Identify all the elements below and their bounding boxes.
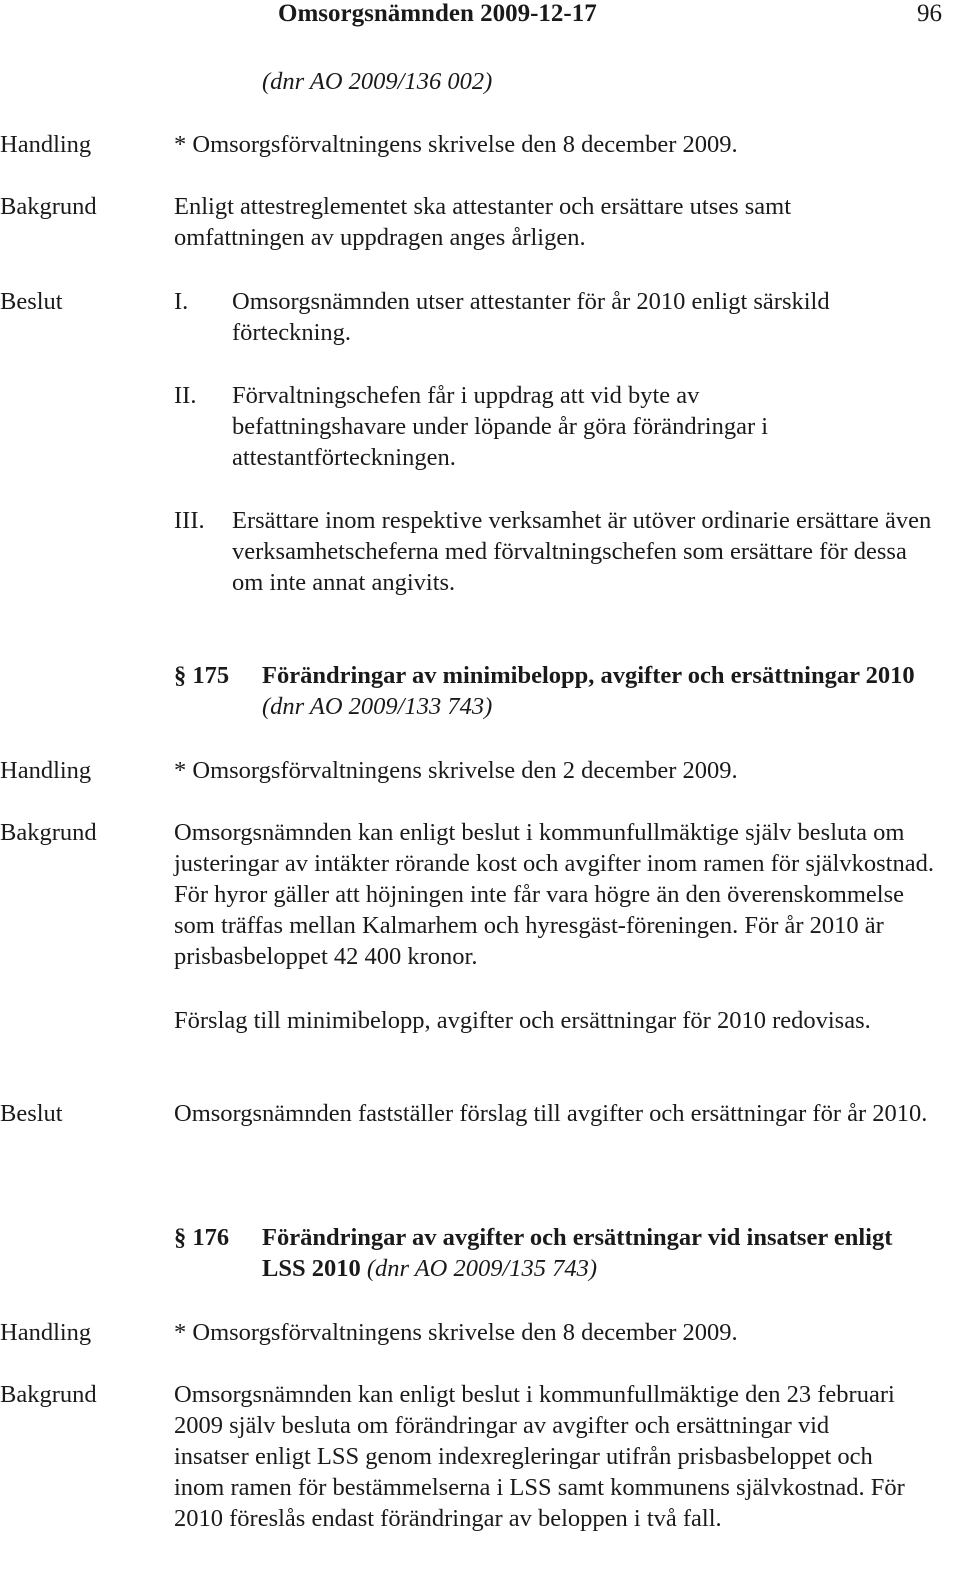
beslut-text: Omsorgsnämnden fastställer förslag till avgifter och ersättningar för år 2010.	[174, 1100, 928, 1127]
bakgrund-text-2: Förslag till minimibelopp, avgifter och ersättningar för 2010 redovisas.	[174, 1007, 871, 1034]
handling-label: Handling	[0, 131, 92, 158]
page-number: 96	[917, 0, 942, 27]
decision-item-number: II.	[174, 382, 197, 409]
handling-text: * Omsorgsförvaltningens skrivelse den 2 december 2009.	[174, 757, 738, 784]
bakgrund-label: Bakgrund	[0, 819, 97, 846]
decision-item-text: Omsorgsnämnden utser attestanter för år 2010 enligt särskild förteckning.	[232, 288, 830, 346]
paragraph-number: § 176	[174, 1224, 230, 1251]
paragraph-heading	[262, 660, 952, 722]
handling-text: * Omsorgsförvaltningens skrivelse den 8 december 2009.	[174, 131, 738, 158]
page-header-title: Omsorgsnämnden 2009-12-17	[278, 0, 597, 27]
handling-label: Handling	[0, 757, 92, 784]
bakgrund-text: Omsorgsnämnden kan enligt beslut i kommunfullmäktige den 23 februari 2009 själv besluta om förändringar av avgifter och ersättningar vid insatser enligt LSS genom indexregleringar utifrån prisbasbeloppet och inom ramen för bestämmelserna i LSS samt kommunens självkostnad. För 2010 föreslås endast förändringar av beloppen i två fall.	[174, 1381, 905, 1532]
paragraph-title: Förändringar av minimibelopp, avgifter och ersättningar 2010	[262, 662, 915, 689]
paragraph-title: Förändringar av avgifter och ersättningar vid insatser enligt LSS 2010	[262, 1224, 893, 1282]
paragraph-number: § 175	[174, 662, 230, 689]
dnr-reference: (dnr AO 2009/136 002)	[262, 68, 493, 95]
bakgrund-label: Bakgrund	[0, 193, 97, 220]
beslut-label: Beslut	[0, 1100, 63, 1127]
paragraph-dnr: (dnr AO 2009/135 743)	[366, 1255, 598, 1282]
decision-item-number: I.	[174, 288, 189, 315]
beslut-label: Beslut	[0, 288, 63, 315]
handling-label: Handling	[0, 1319, 92, 1346]
decision-item-text: Förvaltningschefen får i uppdrag att vid byte av befattningshavare under löpande år göra förändringar i attestantförteckningen.	[232, 382, 769, 471]
bakgrund-text: Enligt attestreglementet ska attestanter och ersättare utses samt omfattningen av uppdragen anges årligen.	[174, 193, 792, 251]
decision-item-text: Ersättare inom respektive verksamhet är utöver ordinarie ersättare även verksamhetscheferna med förvaltningschefen som ersättare för dessa om inte annat angivits.	[232, 507, 932, 596]
handling-text: * Omsorgsförvaltningens skrivelse den 8 december 2009.	[174, 1319, 738, 1346]
bakgrund-text: Omsorgsnämnden kan enligt beslut i kommunfullmäktige själv besluta om justeringar av intäkter rörande kost och avgifter inom ramen för självkostnad. För hyror gäller att höjningen inte får vara högre än den överenskommelse som träffas mellan Kalmarhem och hyresgäst-föreningen. För år 2010 är prisbasbeloppet 42 400 kronor.	[174, 819, 934, 970]
paragraph-dnr: (dnr AO 2009/133 743)	[262, 693, 493, 720]
paragraph-heading	[262, 1222, 922, 1284]
decision-item-number: III.	[174, 507, 205, 534]
bakgrund-label: Bakgrund	[0, 1381, 97, 1408]
